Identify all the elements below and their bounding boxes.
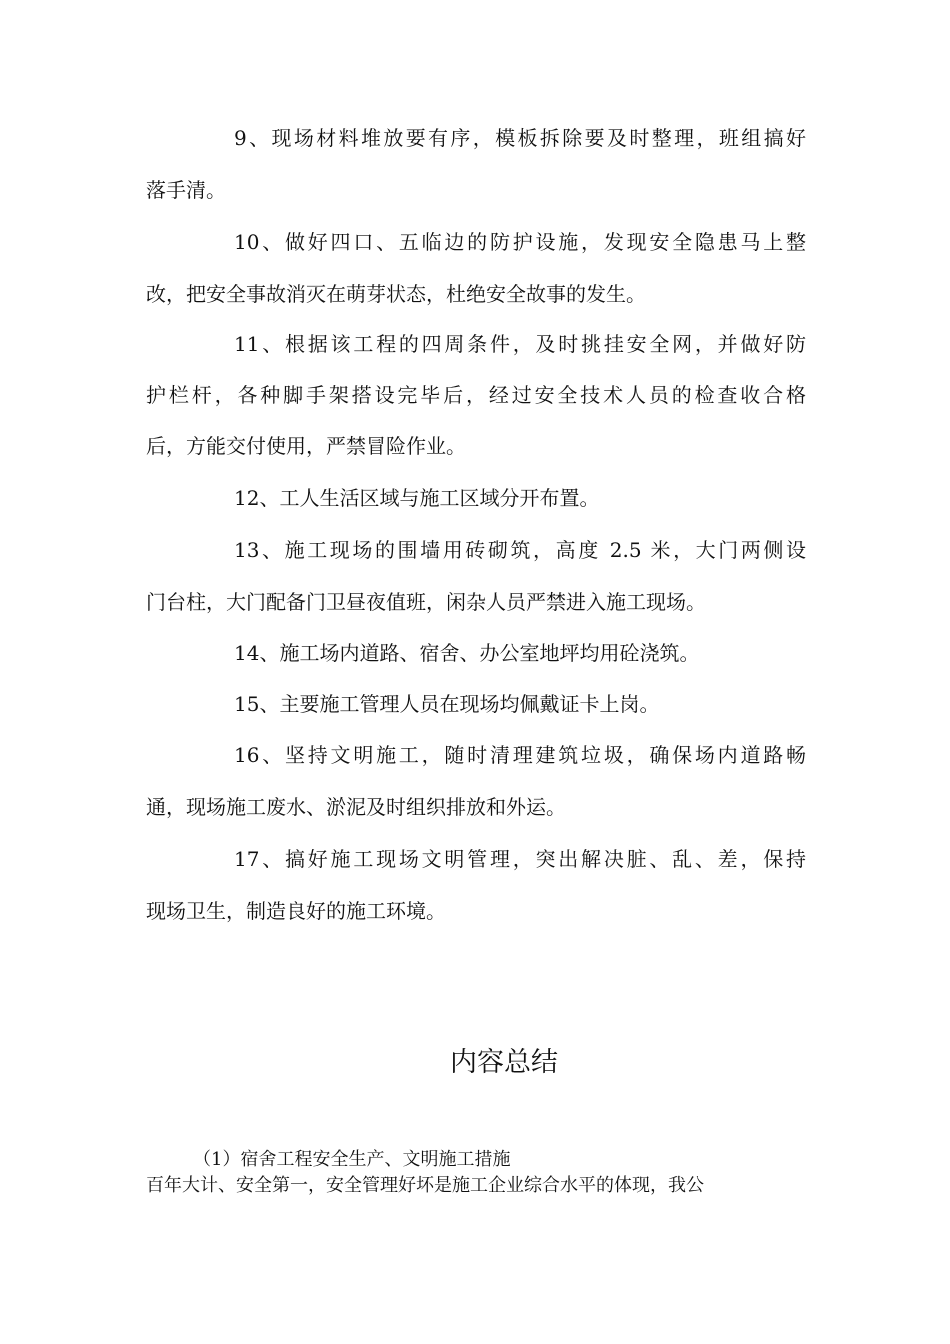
- summary-title: 内容总结: [450, 1047, 558, 1078]
- paragraph-line: 15、主要施工管理人员在现场均佩戴证卡上岗。: [234, 692, 660, 716]
- paragraph-line: 9、现场材料堆放要有序，模板拆除要及时整理，班组搞好: [234, 126, 806, 150]
- paragraph-line: 12、工人生活区域与施工区域分开布置。: [234, 486, 600, 510]
- paragraph-line: 门台柱，大门配备门卫昼夜值班，闲杂人员严禁进入施工现场。: [146, 590, 706, 614]
- paragraph-line: 10、做好四口、五临边的防护设施，发现安全隐患马上整: [234, 230, 806, 254]
- paragraph-line: 14、施工场内道路、宿舍、办公室地坪均用砼浇筑。: [234, 641, 700, 665]
- paragraph-line: 16、坚持文明施工，随时清理建筑垃圾，确保场内道路畅: [234, 743, 806, 767]
- paragraph-line: 现场卫生，制造良好的施工环境。: [146, 899, 446, 923]
- paragraph-line: 护栏杆，各种脚手架搭设完毕后，经过安全技术人员的检查收合格: [146, 383, 806, 407]
- paragraph-line: 17、搞好施工现场文明管理，突出解决脏、乱、差，保持: [234, 847, 806, 871]
- paragraph-line: 落手清。: [146, 178, 226, 202]
- paragraph-line: 11、根据该工程的四周条件，及时挑挂安全网，并做好防: [234, 332, 806, 356]
- paragraph-line: 后，方能交付使用，严禁冒险作业。: [146, 434, 466, 458]
- summary-body: 百年大计、安全第一，安全管理好坏是施工企业综合水平的体现，我公: [146, 1175, 704, 1196]
- summary-subtitle: （1）宿舍工程安全生产、文明施工措施: [193, 1149, 511, 1170]
- paragraph-line: 13、施工现场的围墙用砖砌筑，高度 2.5 米，大门两侧设: [234, 538, 806, 562]
- paragraph-line: 改，把安全事故消灭在萌芽状态，杜绝安全故事的发生。: [146, 282, 646, 306]
- paragraph-line: 通，现场施工废水、淤泥及时组织排放和外运。: [146, 795, 566, 819]
